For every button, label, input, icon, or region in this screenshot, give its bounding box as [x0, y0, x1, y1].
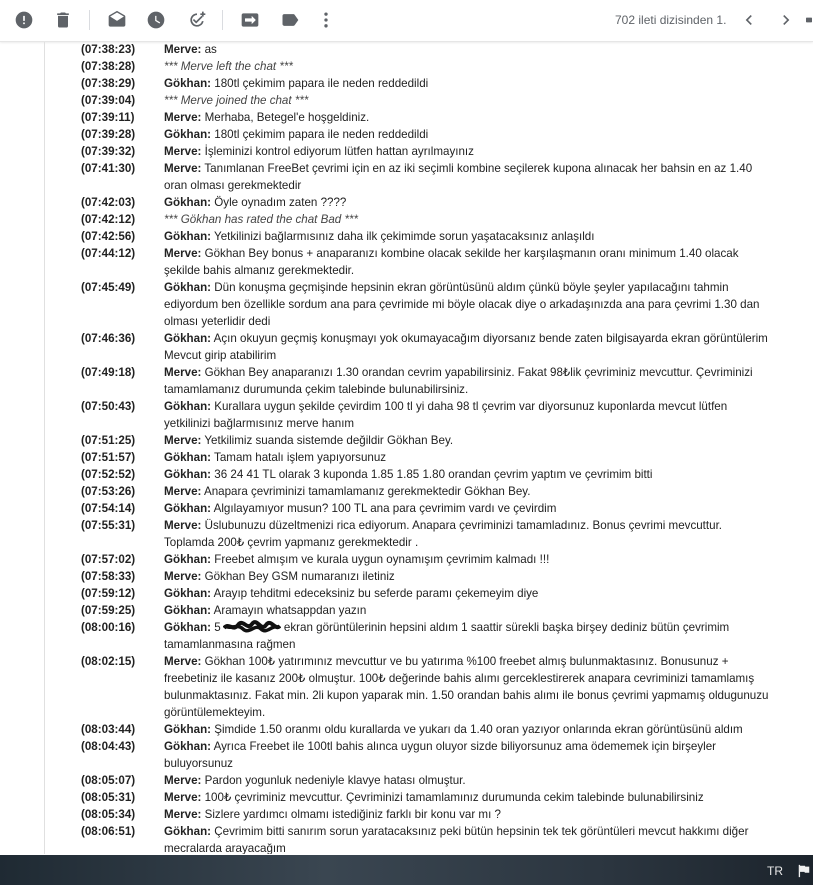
chat-timestamp: (07:51:57)	[81, 451, 136, 464]
chat-message	[164, 211, 774, 228]
chat-timestamp: (08:05:07)	[81, 774, 136, 787]
chat-row	[0, 228, 813, 245]
chat-text: Açın okuyun geçmiş konuşmayı yok okumayacağım diyorsanız bende zaten bilgisayarda ekran görüntülerim Mevcut girip atabilirim	[164, 332, 768, 362]
chat-text: 36 24 41 TL olarak 3 kuponda 1.85 1.85 1.80 orandan çevrim yaptım ve çevrimim bitti	[211, 468, 653, 481]
chat-text: Üslubunuzu düzeltmenizi rica ediyorum. Anapara çevriminizi tamamladınız. Bonus çevrimi mevcuttur. Toplamda 200₺ çevrim yapmanız gerekmektedir .	[164, 519, 723, 549]
chat-speaker: Gökhan:	[164, 723, 212, 736]
chat-text: Yetkilimiz suanda sistemde değildir Gökhan Bey.	[201, 434, 454, 447]
chat-message	[164, 126, 774, 143]
chat-message	[164, 398, 774, 432]
chat-message	[164, 721, 774, 738]
chat-timestamp: (07:41:30)	[81, 162, 136, 175]
delete-icon[interactable]	[52, 9, 74, 31]
chat-speaker: Gökhan:	[164, 468, 212, 481]
chat-text: 180tl çekimim papara ile neden reddedildi	[211, 128, 429, 141]
chat-message	[164, 58, 774, 75]
more-icon[interactable]	[315, 9, 337, 31]
chat-message	[164, 228, 774, 245]
chat-row	[0, 653, 813, 721]
chat-text: as	[201, 43, 217, 56]
chat-row	[0, 42, 813, 58]
chat-row	[0, 109, 813, 126]
chat-timestamp: (07:52:52)	[81, 468, 136, 481]
chat-speaker: Merve:	[164, 570, 202, 583]
chat-message	[164, 585, 774, 602]
chat-timestamp: (07:53:26)	[81, 485, 136, 498]
chat-timestamp: (08:04:43)	[81, 740, 136, 753]
chat-message	[164, 279, 774, 330]
chat-text: 100₺ çevriminiz mevcuttur. Çevriminizi tamamlamınız durumunda cekim talebinde bulunabilirsiniz	[201, 791, 704, 804]
chat-timestamp: (07:38:23)	[81, 43, 136, 56]
chat-speaker: Merve:	[164, 808, 202, 821]
chat-message	[164, 568, 774, 585]
taskbar	[0, 855, 813, 885]
chat-speaker: Gökhan:	[164, 230, 212, 243]
chat-speaker: Merve:	[164, 43, 202, 56]
chat-text: Algılayamıyor musun? 100 TL ana para çevrimim vardı ve çevirdim	[211, 502, 557, 515]
chat-row	[0, 143, 813, 160]
chat-message	[164, 160, 774, 194]
chat-message	[164, 483, 774, 500]
chat-row	[0, 483, 813, 500]
chat-row	[0, 194, 813, 211]
chat-text: Gökhan Bey anaparanızı 1.30 orandan cevrim yapabilirsiniz. Fakat 98₺lik çevriminiz mevcuttur. Çevriminizi tamamlamanız durumunda çekim talebinde bulunabilirsiniz.	[164, 366, 753, 396]
chat-row	[0, 568, 813, 585]
chat-timestamp: (07:39:28)	[81, 128, 136, 141]
chat-row	[0, 466, 813, 483]
chat-speaker: Gökhan:	[164, 553, 212, 566]
chat-message	[164, 245, 774, 279]
chat-row	[0, 789, 813, 806]
chat-timestamp: (07:44:12)	[81, 247, 136, 260]
chat-speaker: Gökhan:	[164, 128, 212, 141]
toolbar	[0, 0, 813, 42]
chat-message	[164, 75, 774, 92]
chat-speaker: Merve:	[164, 162, 202, 175]
chat-text: Yetkilinizi bağlarmısınız daha ilk çekimimde sorun yaşatacaksınız anlaşıldı	[211, 230, 595, 243]
chat-timestamp: (08:05:34)	[81, 808, 136, 821]
chat-speaker: Gökhan:	[164, 740, 212, 753]
chat-timestamp: (08:00:16)	[81, 621, 136, 634]
chat-message	[164, 619, 774, 653]
chat-message	[164, 432, 774, 449]
chat-message	[164, 517, 774, 551]
chat-speaker: Gökhan:	[164, 604, 212, 617]
chat-timestamp: (08:06:51)	[81, 825, 136, 838]
chat-message	[164, 466, 774, 483]
chat-message	[164, 194, 774, 211]
language-indicator[interactable]: TR	[767, 864, 783, 878]
chat-message	[164, 806, 774, 823]
chat-timestamp: (07:42:56)	[81, 230, 136, 243]
chat-row	[0, 602, 813, 619]
chat-row	[0, 517, 813, 551]
chat-text: Aramayın whatsappdan yazın	[211, 604, 367, 617]
chat-timestamp: (07:59:12)	[81, 587, 136, 600]
snooze-icon[interactable]	[145, 9, 167, 31]
chat-text: İşleminizi kontrol ediyorum lütfen hattan ayrılmayınız	[201, 145, 474, 158]
chat-row	[0, 585, 813, 602]
chat-speaker: Merve:	[164, 485, 202, 498]
chat-timestamp: (07:39:04)	[81, 94, 136, 107]
chat-message	[164, 143, 774, 160]
chat-row	[0, 806, 813, 823]
chat-timestamp: (07:58:33)	[81, 570, 136, 583]
system-event: *** Gökhan has rated the chat Bad ***	[164, 213, 359, 226]
chat-row	[0, 245, 813, 279]
chevron-right-icon[interactable]	[775, 9, 797, 31]
chat-row	[0, 92, 813, 109]
chat-row	[0, 500, 813, 517]
add-task-icon[interactable]	[186, 9, 208, 31]
chat-text: Öyle oynadım zaten ????	[211, 196, 347, 209]
chat-message	[164, 823, 774, 854]
pager-count: 702 ileti dizisinden 1.	[615, 13, 727, 27]
redaction-scribble	[223, 620, 281, 633]
chat-row	[0, 619, 813, 653]
chat-speaker: Gökhan:	[164, 825, 212, 838]
chat-text: Kurallara uygun şekilde çevirdim 100 tl yi daha 98 tl çevrim var diyorsunuz kuponlarda mevcut lütfen yetkilinizi bağlarmısınız merve hanım	[164, 400, 728, 430]
chat-text: Gökhan Bey GSM numaranızı iletiniz	[201, 570, 395, 583]
chat-speaker: Gökhan:	[164, 451, 212, 464]
chat-message	[164, 42, 774, 58]
chat-row	[0, 211, 813, 228]
chat-row	[0, 738, 813, 772]
chat-timestamp: (07:49:18)	[81, 366, 136, 379]
chat-text: Gökhan Bey bonus + anaparanızı kombine olacak sekilde her karşılaşmanın oranı minimum 1.40 olacak şekilde bahis almanız gerekmektedir.	[164, 247, 739, 277]
chat-text: Merhaba, Betegel'e hoşgeldiniz.	[201, 111, 370, 124]
chat-speaker: Merve:	[164, 774, 202, 787]
chat-speaker: Gökhan:	[164, 196, 212, 209]
chat-timestamp: (07:42:03)	[81, 196, 136, 209]
chat-speaker: Gökhan:	[164, 621, 212, 634]
chat-text-prefix: 5	[211, 621, 221, 634]
chat-speaker: Merve:	[164, 791, 202, 804]
chat-timestamp: (07:57:02)	[81, 553, 136, 566]
chat-timestamp: (08:03:44)	[81, 723, 136, 736]
chat-timestamp: (08:02:15)	[81, 655, 136, 668]
report-spam-icon[interactable]	[13, 9, 35, 31]
chat-text: Freebet almışım ve kurala uygun oynamışım çevrimim kalmadı !!!	[211, 553, 550, 566]
chat-row	[0, 126, 813, 143]
chat-text: Arayıp tehditmi edeceksiniz bu seferde paramı çekemeyim diye	[211, 587, 539, 600]
chat-message	[164, 330, 774, 364]
chat-text: Pardon yogunluk nedeniyle klavye hatası olmuştur.	[201, 774, 466, 787]
chat-message	[164, 92, 774, 109]
chevron-left-icon[interactable]	[738, 9, 760, 31]
chat-row	[0, 364, 813, 398]
chat-timestamp: (07:38:28)	[81, 60, 136, 73]
chat-message	[164, 500, 774, 517]
system-event: *** Merve left the chat ***	[164, 60, 293, 73]
chat-speaker: Merve:	[164, 655, 202, 668]
chat-timestamp: (07:55:31)	[81, 519, 136, 532]
chat-speaker: Gökhan:	[164, 502, 212, 515]
chat-message	[164, 551, 774, 568]
chat-speaker: Gökhan:	[164, 587, 212, 600]
chat-row	[0, 721, 813, 738]
chat-timestamp: (07:59:25)	[81, 604, 136, 617]
chat-row	[0, 398, 813, 432]
chat-timestamp: (07:45:49)	[81, 281, 136, 294]
label-icon[interactable]	[279, 9, 301, 31]
system-event: *** Merve joined the chat ***	[164, 94, 309, 107]
chat-text: Sizlere yardımcı olmamı istediğiniz farklı bir konu var mı ?	[201, 808, 501, 821]
chat-row	[0, 432, 813, 449]
chat-message	[164, 772, 774, 789]
chat-row	[0, 279, 813, 330]
chat-speaker: Merve:	[164, 434, 202, 447]
chat-row	[0, 449, 813, 466]
mark-unread-icon[interactable]	[106, 9, 128, 31]
chat-message	[164, 364, 774, 398]
chat-message	[164, 602, 774, 619]
chat-timestamp: (07:46:36)	[81, 332, 136, 345]
chat-speaker: Merve:	[164, 519, 202, 532]
chat-text: Gökhan 100₺ yatırımınız mevcuttur ve bu yatırıma %100 freebet almış bulunmaktasınız. Bonusunuz + freebetiniz ile kasanız 200₺ olmuştur. 100₺ değerinde bahis alımı gerceklestirerek anapara cevriminizi tamamlamış bulunmaktasınız. Fakat min. 2li kupon yaparak min. 1.50 orandan bahis alımı ile bonus çevrimi yapmamış oldugunuzu görüntülemekteyim.	[164, 655, 769, 719]
action-center-flag-icon[interactable]	[797, 864, 811, 878]
chat-text: Ayrıca Freebet ile 100tl bahis alınca uygun oluyor sizde biliyorsunuz ama ödememek için birşeyler buluyorsunuz	[164, 740, 717, 770]
chat-text: Dün konuşma geçmişinde hepsinin ekran görüntüsünü aldım çünkü böyle şeyler yapılacağını tahmin ediyordum ben özellikle sordum ana para çevrimide mi böyle olacak diye o arkadaşınızda ana para çevrimi 1.30 dan olması yeterlidir dedi	[164, 281, 760, 328]
chat-row	[0, 75, 813, 92]
move-to-icon[interactable]	[239, 9, 261, 31]
chat-timestamp: (07:54:14)	[81, 502, 136, 515]
chat-text: 180tl çekimim papara ile neden reddedildi	[211, 77, 429, 90]
chat-row	[0, 772, 813, 789]
chat-speaker: Merve:	[164, 145, 202, 158]
chat-text: Tanımlanan FreeBet çevrimi için en az iki seçimli kombine seçilerek kupona alınacak her bahsin en az 1.40 oran olması gerekmektedir	[164, 162, 753, 192]
chat-message	[164, 449, 774, 466]
chat-text: Şimdide 1.50 oranmı oldu kurallarda ve yukarı da 1.40 oran yazıyor onlarında ekran görüntüsünü aldım	[211, 723, 743, 736]
chat-speaker: Gökhan:	[164, 77, 212, 90]
chat-timestamp: (07:42:12)	[81, 213, 136, 226]
input-tools-icon[interactable]	[805, 9, 813, 31]
chat-transcript	[0, 42, 813, 854]
chat-speaker: Gökhan:	[164, 332, 212, 345]
chat-message	[164, 789, 774, 806]
chat-row	[0, 551, 813, 568]
toolbar-separator	[222, 10, 223, 30]
chat-timestamp: (07:38:29)	[81, 77, 136, 90]
chat-timestamp: (07:51:25)	[81, 434, 136, 447]
chat-text: Tamam hatalı işlem yapıyorsunuz	[211, 451, 387, 464]
chat-row	[0, 58, 813, 75]
chat-speaker: Merve:	[164, 366, 202, 379]
chat-timestamp: (07:50:43)	[81, 400, 136, 413]
chat-speaker: Merve:	[164, 111, 202, 124]
chat-timestamp: (08:05:31)	[81, 791, 136, 804]
chat-speaker: Gökhan:	[164, 400, 212, 413]
chat-timestamp: (07:39:32)	[81, 145, 136, 158]
chat-speaker: Gökhan:	[164, 281, 212, 294]
chat-row	[0, 160, 813, 194]
chat-text: Anapara çevriminizi tamamlamanız gerekmektedir Gökhan Bey.	[201, 485, 531, 498]
chat-text: ekran görüntülerinin hepsini aldım 1 saattir sürekli başka birşey dediniz bütün çevrimim tamamlanmasına rağmen	[164, 621, 730, 651]
chat-message	[164, 109, 774, 126]
chat-message	[164, 653, 774, 721]
chat-row	[0, 823, 813, 854]
chat-message	[164, 738, 774, 772]
chat-timestamp: (07:39:11)	[81, 111, 135, 124]
chat-text: Çevrimim bitti sanırım sorun yaratacaksınız peki bütün hepsinin tek tek görüntüleri mevcut hakkımı diğer mecralarda arayacağım	[164, 825, 749, 854]
chat-speaker: Merve:	[164, 247, 202, 260]
toolbar-separator	[89, 10, 90, 30]
chat-row	[0, 330, 813, 364]
